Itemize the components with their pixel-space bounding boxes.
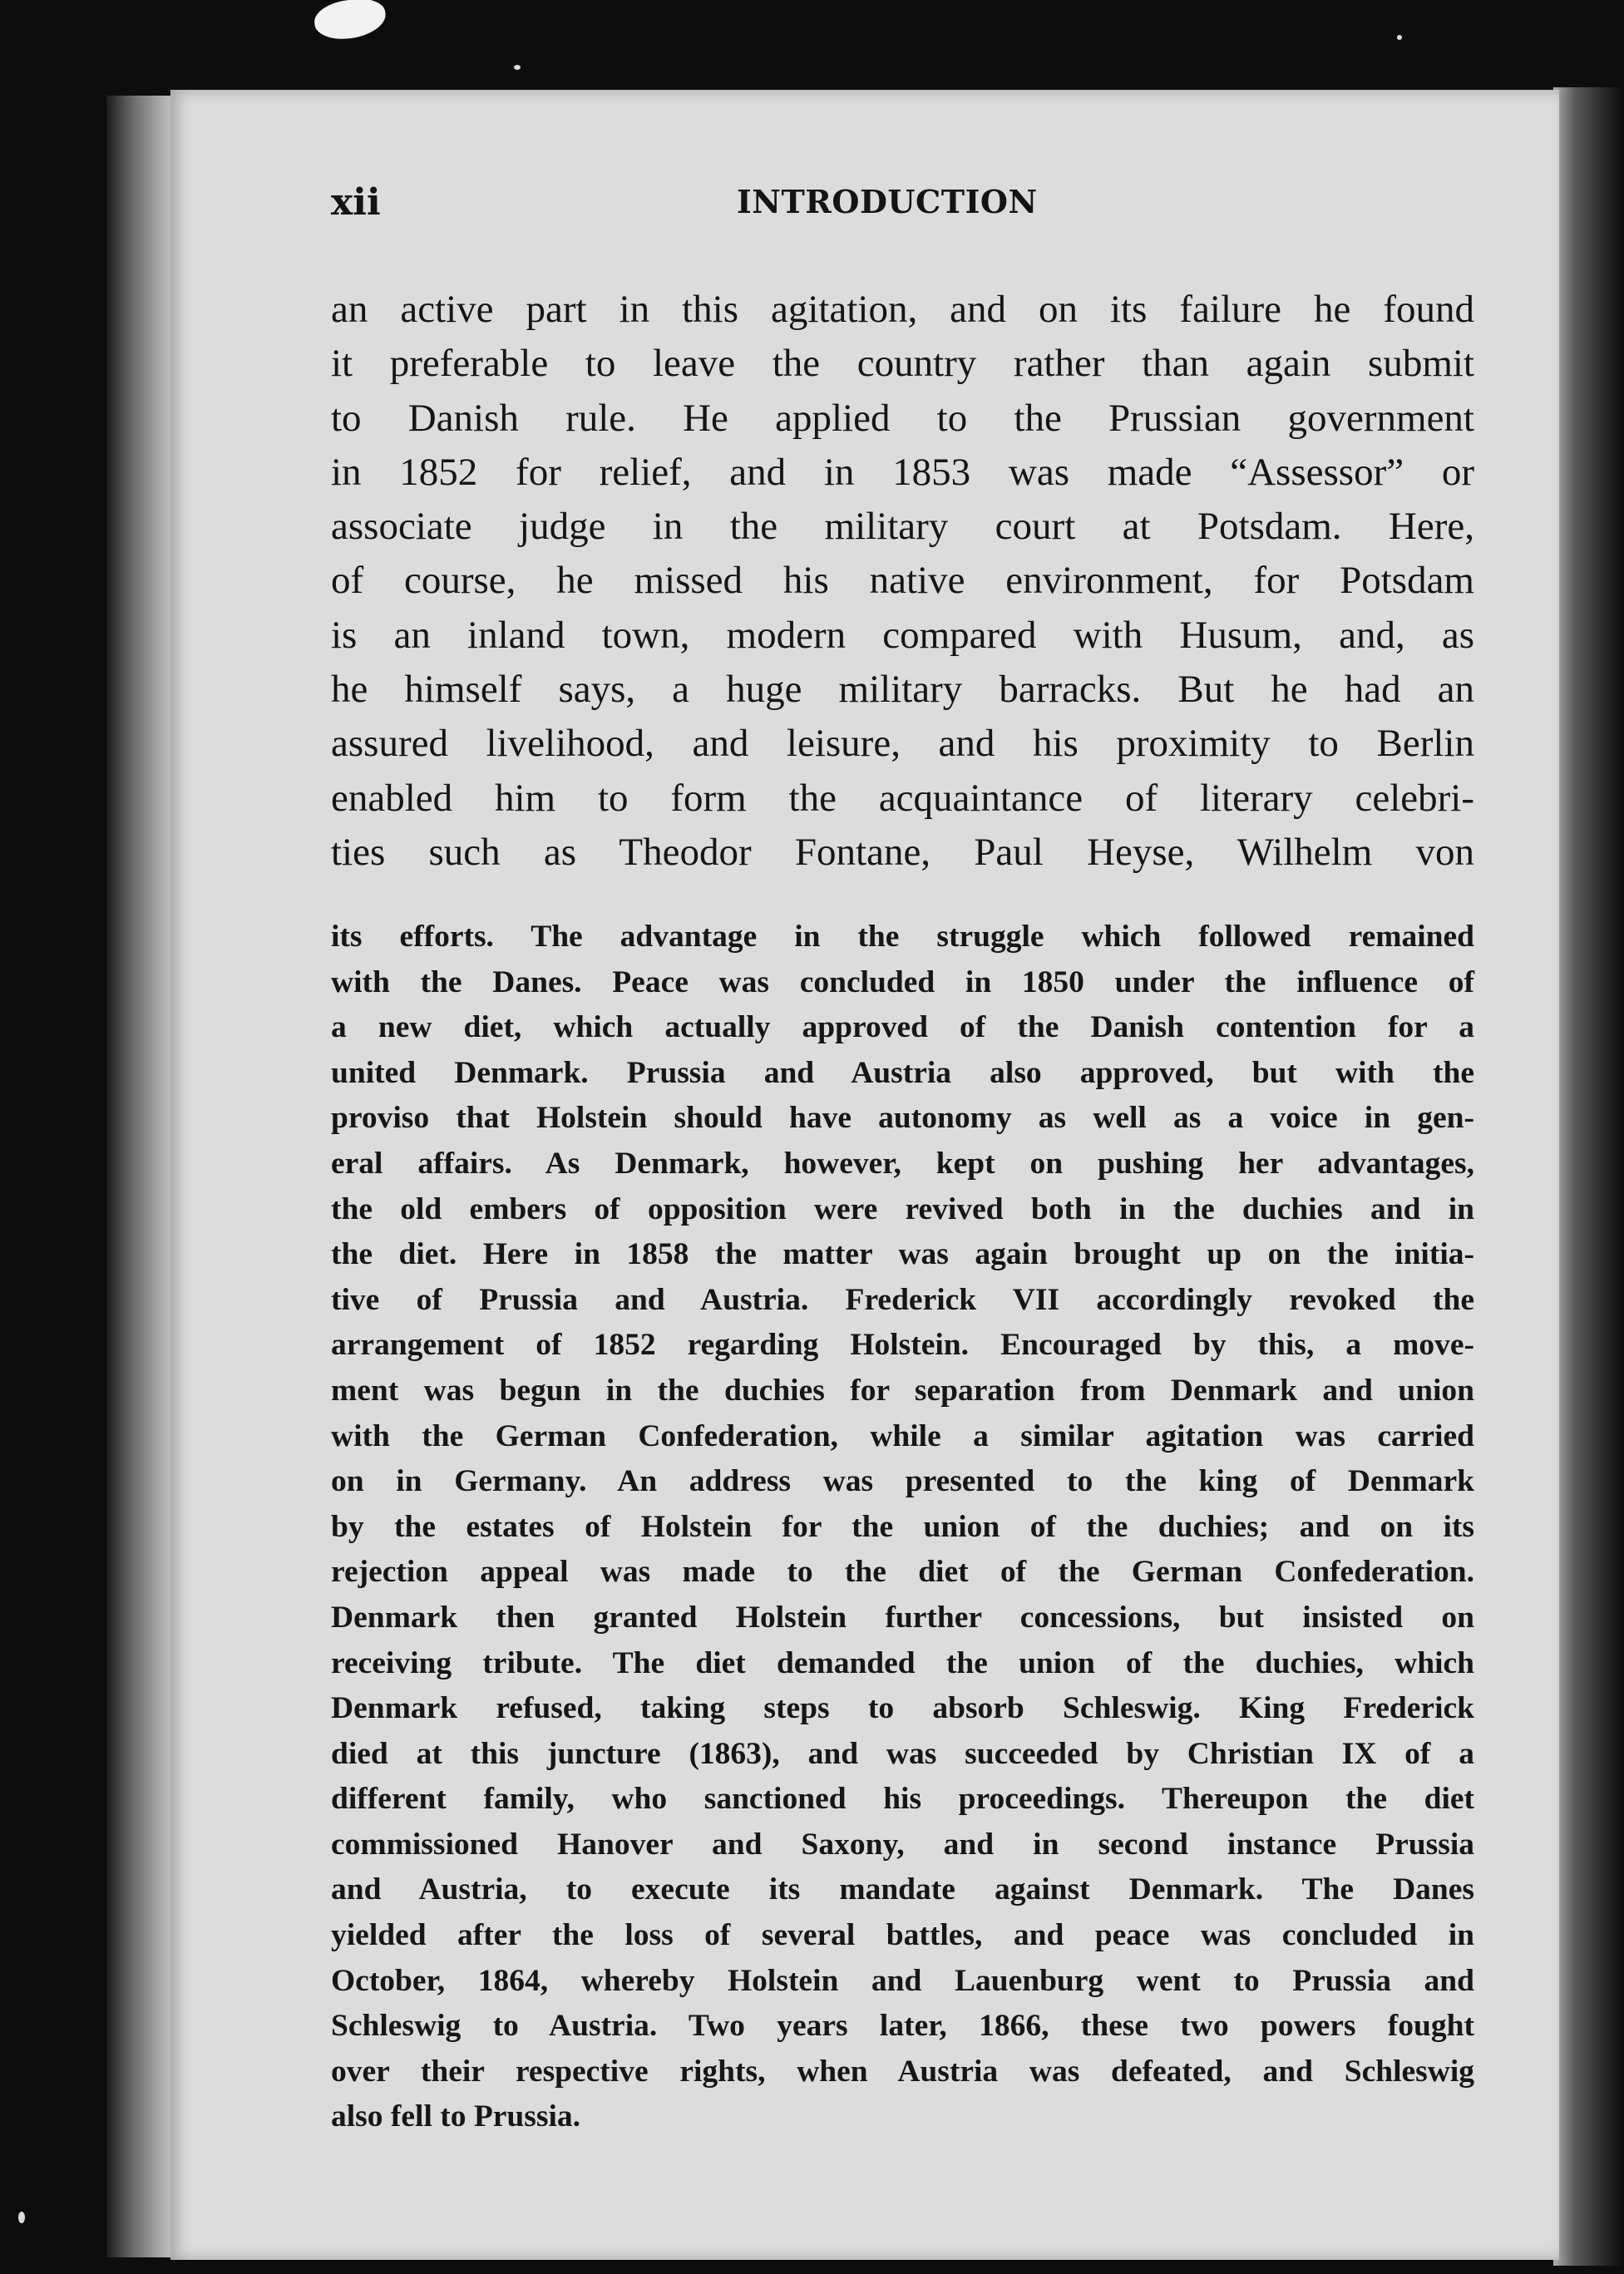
body-text xyxy=(331,283,1474,880)
body-line: enabled him to form the acquaintance of literary celebri- xyxy=(331,776,1474,820)
footnote-line: with the German Confederation, while a similar agitation was carried xyxy=(331,1418,1474,1453)
body-line: associate judge in the military court at Potsdam. Here, xyxy=(331,505,1474,549)
footnote-line: Denmark refused, taking steps to absorb Schleswig. King Frederick xyxy=(331,1691,1474,1726)
footnote-line: and Austria, to execute its mandate against Denmark. The Danes xyxy=(331,1872,1474,1907)
footnote-line: ment was begun in the duchies for separation from Denmark and union xyxy=(331,1373,1474,1408)
footnote-line: eral affairs. As Denmark, however, kept on pushing her advantages, xyxy=(331,1146,1474,1181)
footnote-line: died at this juncture (1863), and was succeeded by Christian IX of a xyxy=(331,1736,1474,1771)
footnote-line: rejection appeal was made to the diet of the German Confederation. xyxy=(331,1555,1474,1590)
footnote-line: yielded after the loss of several battles, and peace was concluded in xyxy=(331,1918,1474,1953)
footnote-line: October, 1864, whereby Holstein and Lauenburg went to Prussia and xyxy=(331,1963,1474,1998)
scan-speck xyxy=(1397,35,1402,40)
footnote-line: over their respective rights, when Austria was defeated, and Schleswig xyxy=(331,2054,1474,2089)
footnote-line: different family, who sanctioned his proceedings. Thereupon the diet xyxy=(331,1782,1474,1817)
footnote-line: Denmark then granted Holstein further concessions, but insisted on xyxy=(331,1600,1474,1635)
body-line: to Danish rule. He applied to the Prussian government xyxy=(331,396,1474,440)
page-number: xii xyxy=(331,181,381,224)
page-edge-shadow-right xyxy=(1553,87,1624,2266)
scan-speck xyxy=(514,65,521,70)
body-line: he himself says, a huge military barracks. But he had an xyxy=(331,668,1474,712)
footnote-line: by the estates of Holstein for the union of the duchies; and on its xyxy=(331,1509,1474,1544)
footnote-line: the diet. Here in 1858 the matter was again brought up on the initia- xyxy=(331,1237,1474,1272)
footnote-line: the old embers of opposition were revived both in the duchies and in xyxy=(331,1191,1474,1226)
scan-speck xyxy=(18,2212,25,2223)
footnote-line: proviso that Holstein should have autonomy as well as a voice in gen- xyxy=(331,1101,1474,1136)
body-line: of course, he missed his native environment, for Potsdam xyxy=(331,559,1474,603)
footnote-line: receiving tribute. The diet demanded the union of the duchies, which xyxy=(331,1645,1474,1680)
footnote-line: tive of Prussia and Austria. Frederick VII accordingly revoked the xyxy=(331,1282,1474,1317)
footnote-line: Schleswig to Austria. Two years later, 1866, these two powers fought xyxy=(331,2009,1474,2044)
footnote-line: also fell to Prussia. xyxy=(331,2099,580,2134)
scan-artifact-blob xyxy=(312,0,388,43)
footnote xyxy=(331,915,1474,2140)
footnote-line: arrangement of 1852 regarding Holstein. Encouraged by this, a move- xyxy=(331,1328,1474,1363)
running-head: INTRODUCTION xyxy=(737,183,1038,220)
footnote-line: a new diet, which actually approved of the Danish contention for a xyxy=(331,1010,1474,1045)
page-header xyxy=(331,181,1474,231)
footnote-line: commissioned Hanover and Saxony, and in second instance Prussia xyxy=(331,1827,1474,1862)
footnote-line: with the Danes. Peace was concluded in 1850 under the influence of xyxy=(331,964,1474,999)
footnote-line: on in Germany. An address was presented to the king of Denmark xyxy=(331,1464,1474,1499)
footnote-line: united Denmark. Prussia and Austria also approved, but with the xyxy=(331,1055,1474,1090)
body-line: in 1852 for relief, and in 1853 was made “Assessor” or xyxy=(331,450,1474,494)
body-line: it preferable to leave the country rather than again submit xyxy=(331,342,1474,386)
footnote-line: its efforts. The advantage in the struggle which followed remained xyxy=(331,920,1474,954)
body-line: is an inland town, modern compared with Husum, and, as xyxy=(331,613,1474,657)
body-line: assured livelihood, and leisure, and his proximity to Berlin xyxy=(331,722,1474,766)
body-line: ties such as Theodor Fontane, Paul Heyse, Wilhelm von xyxy=(331,830,1474,874)
body-line: an active part in this agitation, and on its failure he found xyxy=(331,288,1474,331)
